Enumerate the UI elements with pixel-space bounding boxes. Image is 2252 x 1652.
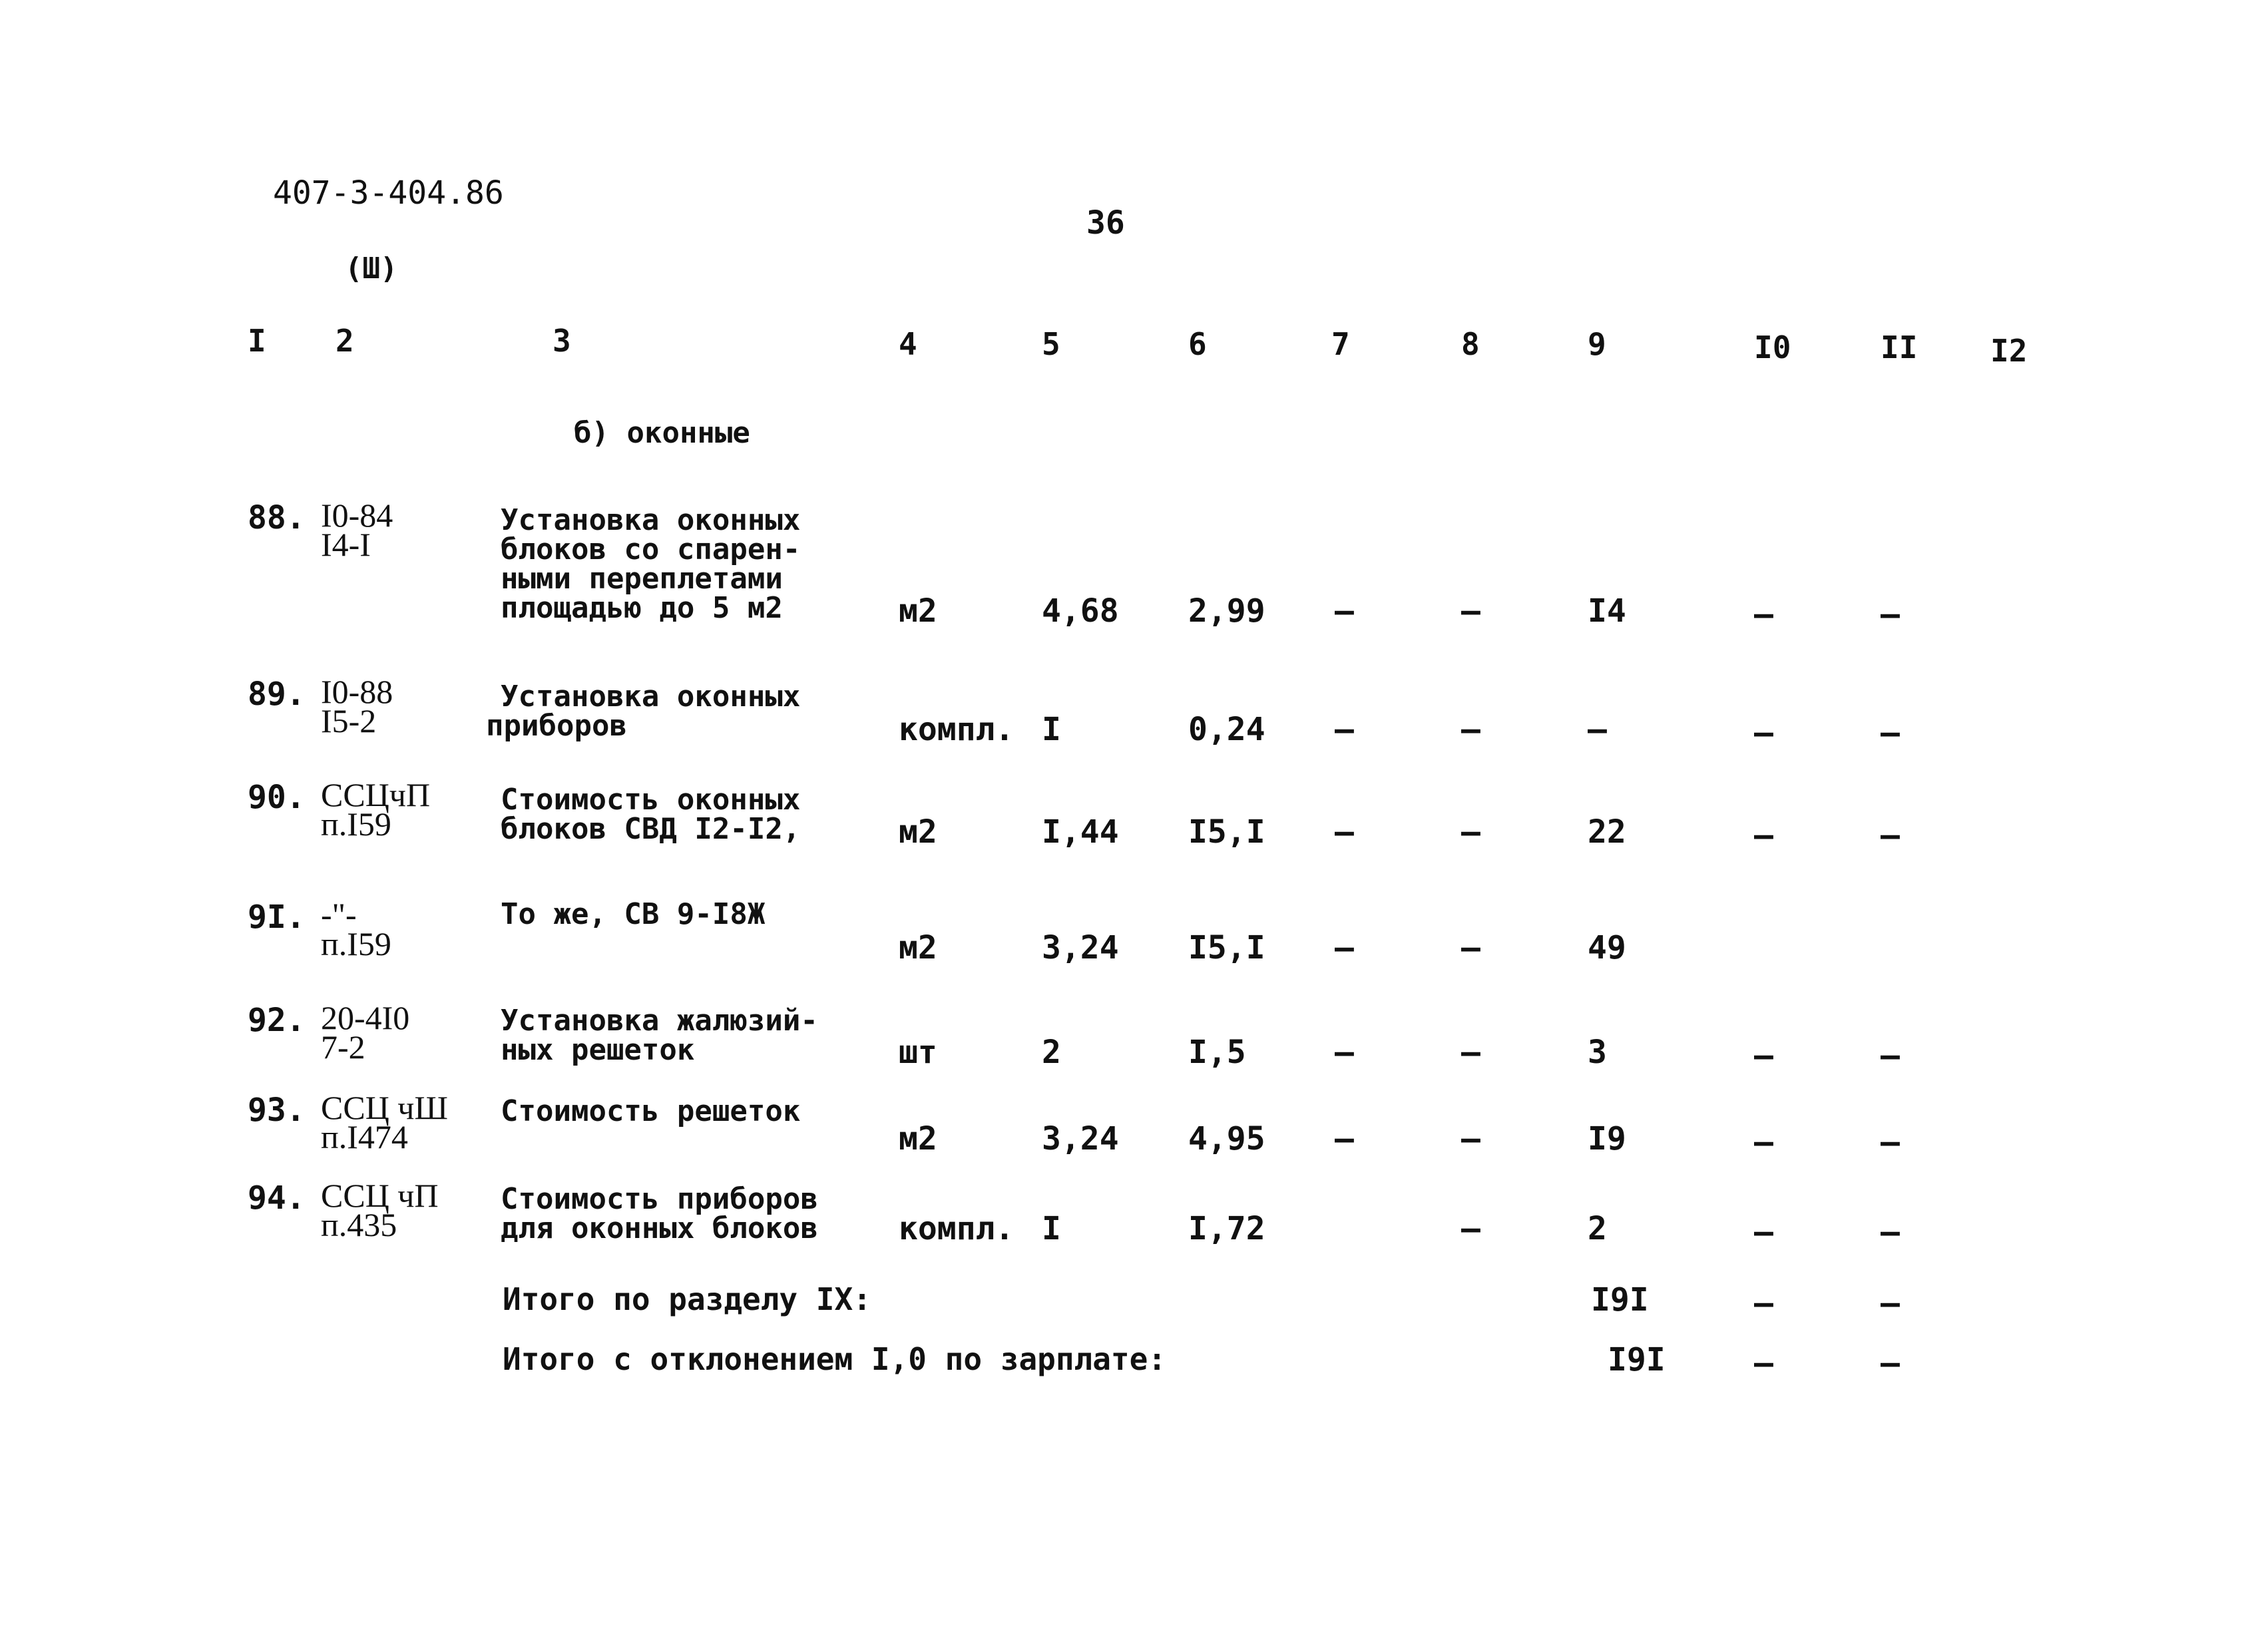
- norm-code-line: п.I59: [321, 805, 391, 843]
- total-cost-cell: 22: [1588, 813, 1626, 851]
- description-line: блоков со спарен-: [501, 532, 801, 566]
- norm-code: [321, 673, 393, 739]
- total-label: Итого с отклонением I,0 по зарплате:: [503, 1341, 1166, 1377]
- col11-cell: –: [1881, 1037, 1900, 1074]
- norm-code: [321, 999, 410, 1066]
- work-description: [501, 1182, 818, 1245]
- row-number: 88.: [248, 499, 306, 536]
- unit-price-cell: 0,24: [1188, 711, 1265, 748]
- description-line: площадью до 5 м2: [501, 591, 783, 625]
- norm-code-line: п.I59: [321, 925, 391, 962]
- norm-code-line: -"-: [321, 896, 357, 933]
- norm-code-line: I4-I: [321, 526, 371, 563]
- column-header: II: [1881, 329, 1918, 365]
- unit-cell: компл.: [899, 711, 1014, 748]
- row-number: 9I.: [248, 899, 306, 936]
- page-number: 36: [1086, 204, 1125, 242]
- col10-cell: –: [1754, 817, 1773, 854]
- unit-cell: компл.: [899, 1210, 1014, 1247]
- norm-code: [321, 1177, 439, 1243]
- total-cost-cell: I4: [1588, 592, 1626, 630]
- norm-code-line: ССЦчП: [321, 776, 431, 813]
- norm-code-line: ССЦ чП: [321, 1177, 439, 1214]
- col11-cell: –: [1881, 1213, 1900, 1251]
- norm-code-line: I5-2: [321, 702, 377, 739]
- document-code: 407-3-404.86: [273, 174, 504, 212]
- norm-code-line: I0-88: [321, 673, 393, 710]
- description-line: Стоимость оконных: [501, 783, 801, 817]
- col7-cell: –: [1335, 592, 1354, 630]
- total-cost-cell: 3: [1588, 1034, 1607, 1071]
- row-number: 90.: [248, 779, 306, 816]
- col10-cell: –: [1754, 1037, 1773, 1074]
- unit-cell: м2: [899, 929, 937, 966]
- work-description: [501, 897, 766, 931]
- description-line: Установка оконных: [501, 503, 801, 537]
- unit-price-cell: 2,99: [1188, 592, 1265, 630]
- norm-code-line: п.435: [321, 1206, 397, 1243]
- norm-code-line: ССЦ чШ: [321, 1089, 448, 1126]
- total-cost-cell: I9I: [1591, 1281, 1649, 1319]
- column-header: 6: [1188, 326, 1207, 362]
- total-label: Итого по разделу IX:: [503, 1281, 871, 1317]
- column-header: 7: [1331, 326, 1350, 362]
- col8-cell: –: [1461, 711, 1480, 748]
- col11-cell: –: [1881, 1285, 1900, 1322]
- description-line: блоков СВД I2-I2,: [501, 812, 801, 846]
- norm-code-line: I0-84: [321, 497, 393, 534]
- col8-cell: –: [1461, 929, 1480, 966]
- column-header: I2: [1990, 333, 2028, 369]
- total-cost-cell: I9: [1588, 1120, 1626, 1157]
- col10-cell: –: [1754, 1344, 1773, 1382]
- column-header: 2: [336, 323, 354, 359]
- unit-cell: м2: [899, 813, 937, 851]
- row-number: 94.: [248, 1179, 306, 1217]
- col7-cell: –: [1335, 929, 1354, 966]
- description-line: Стоимость решеток: [501, 1094, 801, 1128]
- quantity-cell: I: [1042, 711, 1061, 748]
- quantity-cell: 4,68: [1042, 592, 1119, 630]
- description-line: для оконных блоков: [501, 1211, 818, 1245]
- norm-code: [321, 896, 391, 962]
- work-description: [486, 680, 801, 743]
- work-description: [501, 503, 801, 625]
- column-header: 4: [899, 326, 917, 362]
- col7-cell: –: [1335, 813, 1354, 851]
- work-description: [501, 1094, 801, 1128]
- col8-cell: –: [1461, 813, 1480, 851]
- unit-price-cell: I,5: [1188, 1034, 1246, 1071]
- column-header: 3: [553, 323, 571, 359]
- col11-cell: –: [1881, 1124, 1900, 1161]
- unit-price-cell: I5,I: [1188, 929, 1265, 966]
- unit-cell: м2: [899, 1120, 937, 1157]
- column-header: 9: [1588, 326, 1606, 362]
- description-line: Установка жалюзий-: [501, 1004, 818, 1038]
- norm-code-line: п.I474: [321, 1118, 408, 1155]
- description-line: ных решеток: [501, 1033, 695, 1067]
- unit-price-cell: 4,95: [1188, 1120, 1265, 1157]
- quantity-cell: 2: [1042, 1034, 1061, 1071]
- total-cost-cell: 49: [1588, 929, 1626, 966]
- col10-cell: –: [1754, 714, 1773, 751]
- norm-code-line: 7-2: [321, 1028, 365, 1066]
- description-line: ными переплетами: [501, 562, 783, 596]
- col8-cell: –: [1461, 1034, 1480, 1071]
- col7-cell: –: [1335, 1120, 1354, 1157]
- quantity-cell: 3,24: [1042, 929, 1119, 966]
- quantity-cell: I: [1042, 1210, 1061, 1247]
- subsection-title: б) оконные: [574, 416, 750, 450]
- column-header: 5: [1042, 326, 1060, 362]
- col7-cell: –: [1335, 711, 1354, 748]
- row-number: 93.: [248, 1092, 306, 1129]
- col11-cell: –: [1881, 1344, 1900, 1382]
- col10-cell: –: [1754, 1213, 1773, 1251]
- unit-cell: шт: [899, 1034, 937, 1071]
- col10-cell: –: [1754, 1124, 1773, 1161]
- col11-cell: –: [1881, 817, 1900, 854]
- unit-price-cell: I,72: [1188, 1210, 1265, 1247]
- col10-cell: –: [1754, 596, 1773, 633]
- column-header: I: [248, 323, 266, 359]
- total-cost-cell: 2: [1588, 1210, 1607, 1247]
- description-line: Стоимость приборов: [501, 1182, 818, 1216]
- col8-cell: –: [1461, 592, 1480, 630]
- section-mark: (Ш): [345, 252, 398, 286]
- col8-cell: –: [1461, 1120, 1480, 1157]
- quantity-cell: 3,24: [1042, 1120, 1119, 1157]
- work-description: [501, 785, 800, 844]
- column-header: 8: [1461, 326, 1480, 362]
- description-line: Установка оконных: [501, 680, 801, 714]
- work-description: [501, 1006, 818, 1065]
- quantity-cell: I,44: [1042, 813, 1119, 851]
- row-number: 89.: [248, 676, 306, 713]
- column-header: I0: [1754, 329, 1791, 365]
- norm-code-line: 20-4I0: [321, 999, 410, 1036]
- norm-code: [321, 776, 431, 843]
- norm-code: [321, 497, 393, 563]
- col8-cell: –: [1461, 1210, 1480, 1247]
- description-line: То же, СВ 9-I8Ж: [501, 897, 766, 931]
- norm-code: [321, 1089, 448, 1155]
- total-cost-cell: –: [1588, 711, 1607, 748]
- col10-cell: –: [1754, 1285, 1773, 1322]
- unit-cell: м2: [899, 592, 937, 630]
- unit-price-cell: I5,I: [1188, 813, 1265, 851]
- row-number: 92.: [248, 1002, 306, 1039]
- total-cost-cell: I9I: [1608, 1341, 1666, 1378]
- col11-cell: –: [1881, 596, 1900, 633]
- col7-cell: –: [1335, 1034, 1354, 1071]
- col11-cell: –: [1881, 714, 1900, 751]
- description-line: приборов: [486, 709, 627, 743]
